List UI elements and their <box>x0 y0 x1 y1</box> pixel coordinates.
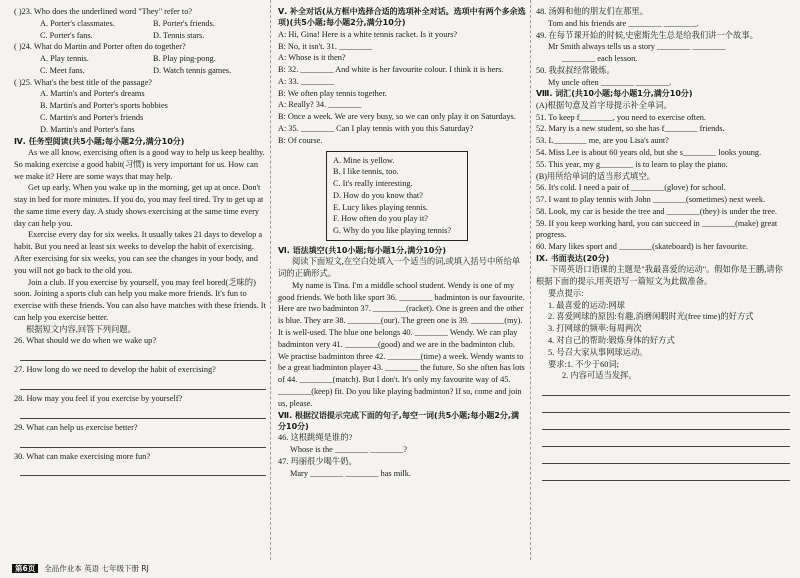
option-d: D. Martin's and Porter's fans <box>40 124 135 134</box>
question-47: 47. 玛丽很少喝牛奶。 <box>278 456 357 466</box>
dialogue-line: B: Once a week. We are very busy, so we can only play it on Saturdays. <box>278 112 516 122</box>
box-option: A. Mine is yellow. <box>333 155 395 165</box>
option-row <box>14 65 266 77</box>
box-option: C. It's really interesting. <box>333 179 413 189</box>
question-47-english: Mary ________ ________ has milk. <box>290 468 411 478</box>
option-b: B. Play ping-pong. <box>153 54 216 64</box>
dialogue-line: A: 35. ________ Can I play tennis with you this Saturday? <box>278 123 474 133</box>
option-c: C. Meet fans. <box>40 65 85 75</box>
options-box <box>326 151 468 241</box>
vocab-item: 60. Mary likes sport and ________(skateboard) is her favourite. <box>536 242 748 252</box>
question-29: 29. What can help us exercise better? <box>14 422 138 432</box>
reading-paragraph: Get up early. When you wake up in the morning, get up at once. Don't stay in bed for more minutes. If you do, you may feel tired. Try to get up at the same time every day. A study shows exercising at the same time every day can help you. <box>14 183 264 228</box>
vocab-item: 58. Look, my car is beside the tree and ________(they) is under the tree. <box>536 206 777 216</box>
tip-item: 4. 对自己的帮助:锻炼身体的好方式 <box>548 336 675 346</box>
tip-item: 5. 号召大家从事网球运动。 <box>548 347 648 357</box>
vocab-item: 59. If you keep working hard, you can succeed in ________(make) great progress. <box>536 218 778 240</box>
option-d: D. Watch tennis games. <box>153 65 232 75</box>
dialogue-line: A: 33. ________ <box>278 76 335 86</box>
dialogue-line: B: 32. ________ And white is her favourite colour. I think it is hers. <box>278 65 504 75</box>
grammar-passage: My name is Tina. I'm a middle school student. Wendy is one of my good friends. We both like sport 36. ________ badminton is our favourite. Here are two badminton 37. ________(racket). One is green and the other is blue. They are 38. ________(our). The green one is 39. ________(my). It is well-used. The blue one belongs 40. ________ Wendy. We can play badminton very 41. ________(good) and we are in the badminton club. We practise badminton three 42. ________(time) a week. Wendy wants to be a great badminton player 43. ________ the future. So she often has lots of 44. ________(match). But I don't. It's only my favourite way of 45. ________(keep) fit. Do you like playing badminton? If so, come and join us, please. <box>278 280 525 408</box>
vocab-subheading-b: (B)用所给单词的适当形式填空。 <box>536 171 655 181</box>
question-24: ( )24. What do Martin and Porter often do together? <box>14 42 186 52</box>
writing-line[interactable] <box>542 416 790 430</box>
requirement-1: 要求:1. 不少于60词; <box>548 359 619 369</box>
question-46: 46. 这根跳绳是谁的? <box>278 433 353 443</box>
page-number: 第6页 <box>12 564 38 573</box>
column-left <box>14 6 266 479</box>
page-footer <box>12 562 149 576</box>
question-30: 30. What can make exercising more fun? <box>14 451 150 461</box>
tips-title: 要点提示: <box>548 288 584 298</box>
question-48-english: Tom and his friends are ________ ________. <box>548 18 699 28</box>
box-option: G. Why do you like playing tennis? <box>333 226 452 236</box>
section-heading-4: Ⅳ. 任务型阅读(共5小题;每小题2分,满分10分) <box>14 136 185 146</box>
reading-paragraph: As we all know, exercising often is a good way to help us keep healthy. So making exercise a good habit(习惯) is very important for us. How can we make it? Here are some ways that may help. <box>14 147 265 181</box>
option-c: C. Porter's fans. <box>40 30 93 40</box>
question-50: 50. 我叔叔经常锻炼。 <box>536 65 615 75</box>
option-c: C. Martin's and Porter's friends <box>40 113 144 123</box>
section-heading-5: Ⅴ. 补全对话(从方框中选择合适的选项补全对话。选项中有两个多余选项)(共5小题;每小题2分,满分10分) <box>278 7 526 28</box>
section-heading-9: Ⅸ. 书面表达(20分) <box>536 253 610 263</box>
option-a: A. Play tennis. <box>40 54 89 64</box>
reading-instruction: 根据短文内容,回答下列问题。 <box>26 324 136 334</box>
writing-line[interactable] <box>542 399 790 413</box>
writing-task: 下周英语口语课的主题是"我最喜爱的运动"。假如你是王鹏,请你根据下面的提示,用英语写一篇短文为此做准备。 <box>536 265 783 287</box>
grammar-instruction: 阅读下面短文,在空白处填入一个适当的词,或填入括号中所给单词的正确形式。 <box>278 257 521 279</box>
column-divider <box>270 0 271 560</box>
question-25: ( )25. What's the best title of the passage? <box>14 77 152 87</box>
option-b: B. Porter's friends. <box>153 18 215 28</box>
answer-line[interactable] <box>20 376 266 390</box>
vocab-subheading-a: (A)根据句意及首字母提示补全单词。 <box>536 100 672 110</box>
answer-line[interactable] <box>20 405 266 419</box>
question-48: 48. 汤姆和他的朋友们在那里。 <box>536 7 649 16</box>
section-heading-8: Ⅷ. 词汇(共10小题;每小题1分,满分10分) <box>536 89 693 99</box>
vocab-item: 54. Miss Lee is about 60 years old, but she s________ looks young. <box>536 147 762 157</box>
option-a: A. Porter's classmates. <box>40 18 115 28</box>
writing-line[interactable] <box>542 382 790 396</box>
box-option: F. How often do you play it? <box>333 214 428 224</box>
dialogue-line: B: Of course. <box>278 135 323 145</box>
vocab-item: 51. To keep f________, you need to exercise often. <box>536 112 706 122</box>
vocab-item: 53. L________ me, are you Lisa's aunt? <box>536 136 669 146</box>
dialogue-line: A: Hi, Gina! Here is a white tennis racket. Is it yours? <box>278 29 458 39</box>
section-heading-7: Ⅶ. 根据汉语提示完成下面的句子,每空一词(共5小题;每小题2分,满分10分) <box>278 410 519 431</box>
option-d: D. Tennis stars. <box>153 30 205 40</box>
dialogue-line: A: Really? 34. ________ <box>278 100 362 110</box>
answer-line[interactable] <box>20 347 266 361</box>
answer-line[interactable] <box>20 434 266 448</box>
writing-line[interactable] <box>542 433 790 447</box>
option-row <box>14 18 266 30</box>
requirement-2: 2. 内容可适当发挥。 <box>562 371 637 381</box>
vocab-item: 52. Mary is a new student, so she has f________ friends. <box>536 124 725 134</box>
question-49: 49. 在每节课开始的时候,史密斯先生总是给我们讲一个故事。 <box>536 30 758 40</box>
writing-line[interactable] <box>542 467 790 481</box>
vocab-item: 57. I want to play tennis with John ________(sometimes) next week. <box>536 195 766 205</box>
question-49-english: Mr Smith always tells us a story ________ ________ <box>548 42 726 52</box>
column-right <box>536 6 790 484</box>
column-divider <box>530 0 531 560</box>
box-option: D. How do you know that? <box>333 190 423 200</box>
footer-text: 全品作业本 英语 七年级下册 RJ <box>44 564 149 573</box>
question-28: 28. How may you feel if you exercise by yourself? <box>14 394 183 404</box>
reading-paragraph: Exercise every day for six weeks. It usually takes 21 days to develop a habit. But you need at least six weeks to develop the habit of exercising. After exercising for six weeks, you can see the changes in your body, and you will not go back to the old you. <box>14 230 263 275</box>
reading-paragraph: Join a club. If you exercise by yourself, you may feel bored(乏味的) soon. Joining a sports club can help you make more friends. It's fun to exercise with these friends. You can also have matches with these friends. It can help you exercise better. <box>14 277 266 322</box>
option-b: B. Martin's and Porter's sports hobbies <box>40 101 168 111</box>
option-row <box>14 30 266 42</box>
dialogue-line: B: No, it isn't. 31. ________ <box>278 41 373 51</box>
section-heading-6: Ⅵ. 语法填空(共10小题;每小题1分,满分10分) <box>278 246 446 255</box>
option-row <box>14 53 266 65</box>
dialogue-line: A: Whose is it then? <box>278 53 346 63</box>
answer-line[interactable] <box>20 462 266 476</box>
question-23: ( )23. Who does the underlined word "They" refer to? <box>14 7 193 16</box>
vocab-item: 55. This year, my g________ is to learn to play the piano. <box>536 159 728 169</box>
column-middle <box>278 6 526 479</box>
vocab-item: 56. It's cold. I need a pair of ________(glove) for school. <box>536 183 726 193</box>
option-a: A. Martin's and Porter's dreams <box>40 89 145 99</box>
writing-line[interactable] <box>542 450 790 464</box>
question-46-english: Whose is the ________ ________? <box>290 445 408 455</box>
box-option: B. I like tennis, too. <box>333 167 399 177</box>
tip-item: 2. 喜爱网球的原因:有趣,消磨闲暇时光(free time)的好方式 <box>548 312 754 322</box>
question-50-english: My uncle often ________ ________. <box>548 77 672 87</box>
dialogue-line: B: We often play tennis together. <box>278 88 387 98</box>
question-27: 27. How long do we need to develop the habit of exercising? <box>14 365 216 375</box>
question-26: 26. What should we do when we wake up? <box>14 336 157 346</box>
box-option: E. Lucy likes playing tennis. <box>333 202 428 212</box>
question-49-english: ________ each lesson. <box>562 54 638 64</box>
tip-item: 3. 打网球的频率:每周两次 <box>548 324 642 334</box>
tip-item: 1. 最喜爱的运动:网球 <box>548 300 625 310</box>
